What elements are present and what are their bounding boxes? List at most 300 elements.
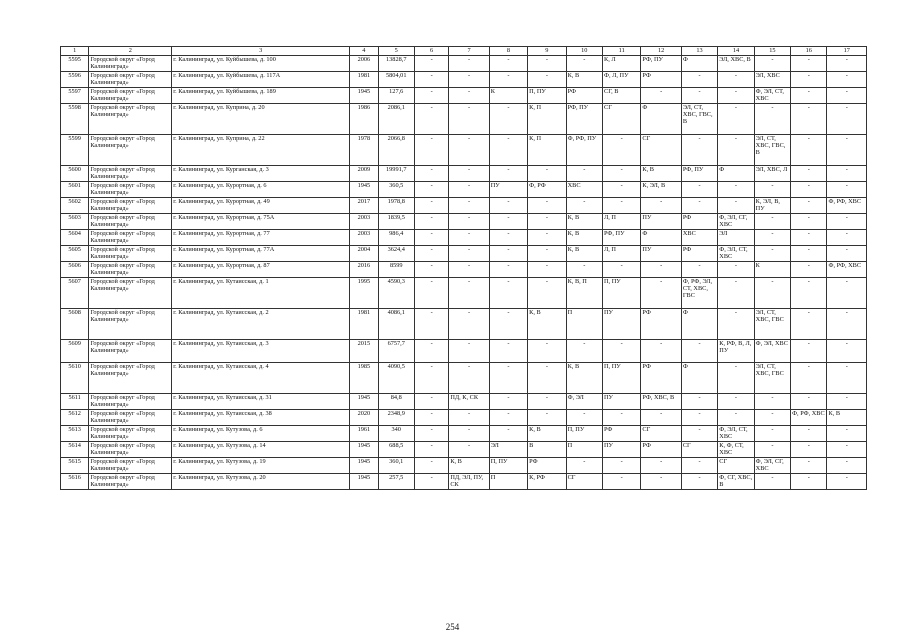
table-cell: 2006	[350, 56, 378, 72]
column-header: 1	[61, 47, 89, 56]
table-cell: Городской округ «Город Калининград»	[89, 56, 172, 72]
table-cell: -	[449, 278, 489, 309]
table-cell: -	[566, 262, 602, 278]
table-cell: 688,5	[378, 442, 414, 458]
table-cell: -	[489, 394, 527, 410]
table-cell: -	[681, 198, 717, 214]
table-cell: -	[791, 363, 827, 394]
table-cell: В	[528, 442, 566, 458]
table-cell: -	[449, 72, 489, 88]
table-row	[61, 363, 867, 394]
table-cell: ЭЛ, СТ, ХВС, ГВС, В	[681, 104, 717, 135]
table-cell: 1839,5	[378, 214, 414, 230]
table-cell: РФ	[681, 246, 717, 262]
table-cell: -	[489, 72, 527, 88]
table-cell: Городской округ «Город Калининград»	[89, 442, 172, 458]
table-row	[61, 426, 867, 442]
table-row	[61, 278, 867, 309]
table-cell: -	[489, 309, 527, 340]
table-cell: П	[566, 442, 602, 458]
table-cell: -	[718, 262, 754, 278]
table-cell: -	[754, 426, 790, 442]
table-cell: 1945	[350, 88, 378, 104]
table-cell: Ф, РФ, ХВС	[827, 198, 867, 214]
table-row	[61, 442, 867, 458]
table-cell: РФ, ПУ	[603, 230, 641, 246]
table-cell: РФ, ХВС, В	[641, 394, 681, 410]
table-cell: -	[681, 182, 717, 198]
table-cell: Городской округ «Город Калининград»	[89, 426, 172, 442]
table-cell: -	[449, 246, 489, 262]
table-cell: 5609	[61, 340, 89, 363]
table-cell: 1985	[350, 363, 378, 394]
table-cell: -	[827, 246, 867, 262]
table-cell: Городской округ «Город Калининград»	[89, 340, 172, 363]
table-cell: -	[681, 426, 717, 442]
table-cell: РФ	[641, 442, 681, 458]
table-cell: -	[754, 56, 790, 72]
table-cell: 2086,1	[378, 104, 414, 135]
table-row	[61, 246, 867, 262]
table-cell: Ф	[681, 56, 717, 72]
table-cell: -	[449, 410, 489, 426]
table-cell: -	[528, 340, 566, 363]
table-cell: Городской округ «Город Калининград»	[89, 214, 172, 230]
table-cell: 8599	[378, 262, 414, 278]
table-cell: -	[449, 214, 489, 230]
register-table-container	[60, 46, 867, 490]
table-cell: -	[528, 166, 566, 182]
table-cell: -	[414, 72, 448, 88]
table-cell: г. Калининград, ул. Кутаисская, д. 3	[172, 340, 350, 363]
table-cell: -	[414, 135, 448, 166]
table-cell: г. Калининград, ул. Кутузова, д. 14	[172, 442, 350, 458]
table-cell: -	[718, 198, 754, 214]
table-cell: ЭЛ, ХВС, Л	[754, 166, 790, 182]
table-row	[61, 182, 867, 198]
table-cell: Ф	[641, 230, 681, 246]
table-row	[61, 214, 867, 230]
table-cell: РФ, ПУ	[566, 104, 602, 135]
table-cell: -	[414, 410, 448, 426]
table-cell: -	[603, 198, 641, 214]
table-cell: -	[791, 426, 827, 442]
table-cell: ПУ	[489, 182, 527, 198]
table-cell: Ф, ЭЛ, СГ, ХВС	[754, 458, 790, 474]
table-cell: П	[489, 474, 527, 490]
table-cell: 1981	[350, 72, 378, 88]
table-cell: -	[718, 182, 754, 198]
table-cell: СГ	[566, 474, 602, 490]
table-header-row	[61, 47, 867, 56]
table-cell: -	[414, 56, 448, 72]
table-cell: Ф	[718, 166, 754, 182]
table-cell: -	[489, 104, 527, 135]
table-cell: 1961	[350, 426, 378, 442]
table-cell: -	[791, 214, 827, 230]
table-cell: РФ	[641, 309, 681, 340]
table-cell: П, ПУ	[489, 458, 527, 474]
table-cell: -	[566, 410, 602, 426]
table-cell: 5603	[61, 214, 89, 230]
table-cell: -	[566, 198, 602, 214]
table-cell: -	[603, 135, 641, 166]
table-cell: Городской округ «Город Калининград»	[89, 182, 172, 198]
table-cell: 19991,7	[378, 166, 414, 182]
table-cell: -	[449, 309, 489, 340]
table-cell: -	[827, 56, 867, 72]
table-cell: 5616	[61, 474, 89, 490]
table-cell: РФ	[681, 214, 717, 230]
table-cell: Ф, ЭЛ, СТ, ХВС	[754, 88, 790, 104]
table-cell: -	[754, 278, 790, 309]
table-cell: ЭЛ, ХВС, В	[718, 56, 754, 72]
table-cell: -	[603, 166, 641, 182]
table-cell: 5600	[61, 166, 89, 182]
table-cell: 1978	[350, 135, 378, 166]
table-cell: -	[827, 442, 867, 458]
table-cell: 3624,4	[378, 246, 414, 262]
table-cell: К, В	[566, 246, 602, 262]
table-cell: -	[414, 474, 448, 490]
table-cell: К, Ф, СТ, ХВС	[718, 442, 754, 458]
table-cell: ЭЛ, СТ, ХВС, ГВС, В	[754, 135, 790, 166]
table-cell: г. Калининград, ул. Куприна, д. 20	[172, 104, 350, 135]
table-cell: -	[681, 72, 717, 88]
table-cell: -	[414, 182, 448, 198]
table-cell: г. Калининград, ул. Кутаисская, д. 4	[172, 363, 350, 394]
table-cell: -	[489, 426, 527, 442]
table-cell: 360,5	[378, 182, 414, 198]
table-cell: -	[414, 394, 448, 410]
table-cell: -	[641, 278, 681, 309]
table-cell: Городской округ «Город Калининград»	[89, 104, 172, 135]
column-header: 2	[89, 47, 172, 56]
table-cell: -	[414, 363, 448, 394]
table-cell: Ф	[681, 363, 717, 394]
table-cell: 2020	[350, 410, 378, 426]
table-cell: -	[489, 166, 527, 182]
table-cell: 2066,8	[378, 135, 414, 166]
table-cell: -	[414, 230, 448, 246]
table-cell: -	[641, 458, 681, 474]
column-header: 4	[350, 47, 378, 56]
column-header: 11	[603, 47, 641, 56]
table-cell: СГ	[603, 104, 641, 135]
table-cell: -	[603, 458, 641, 474]
table-cell: -	[489, 278, 527, 309]
table-cell: -	[414, 214, 448, 230]
table-cell: -	[754, 394, 790, 410]
column-header: 5	[378, 47, 414, 56]
table-cell: РФ	[566, 88, 602, 104]
table-cell: -	[528, 363, 566, 394]
table-cell: -	[414, 458, 448, 474]
table-cell: г. Калининград, ул. Кутаисская, д. 38	[172, 410, 350, 426]
table-cell: г. Калининград, ул. Кутузова, д. 20	[172, 474, 350, 490]
table-cell: -	[791, 246, 827, 262]
table-cell: П, ПУ	[603, 278, 641, 309]
table-cell: -	[489, 230, 527, 246]
table-cell: -	[489, 214, 527, 230]
table-cell: Ф, СГ, ХВС, В	[719, 474, 753, 489]
table-cell: 5607	[61, 278, 89, 309]
table-cell: К, В, П	[566, 278, 602, 309]
table-cell: -	[641, 410, 681, 426]
table-row	[61, 88, 867, 104]
table-cell: 2016	[350, 262, 378, 278]
table-cell: -	[718, 309, 754, 340]
table-cell: Городской округ «Город Калининград»	[89, 198, 172, 214]
table-row	[61, 394, 867, 410]
table-cell: -	[414, 88, 448, 104]
table-cell: -	[827, 363, 867, 394]
table-cell: г. Калининград, ул. Курортная, д. 87	[172, 262, 350, 278]
table-cell: Ф, ЭЛ, СГ, ХВС	[718, 214, 754, 230]
column-header: 13	[681, 47, 717, 56]
table-cell: г. Калининград, ул. Куйбышева, д. 189	[172, 88, 350, 104]
table-cell: К, В	[528, 426, 566, 442]
table-cell: 360,1	[378, 458, 414, 474]
table-cell: 2003	[350, 230, 378, 246]
table-cell: -	[449, 166, 489, 182]
table-cell: -	[791, 394, 827, 410]
table-cell: -	[489, 262, 527, 278]
column-header: 9	[528, 47, 566, 56]
table-cell: 2348,9	[378, 410, 414, 426]
table-cell: -	[791, 166, 827, 182]
table-cell: 84,8	[378, 394, 414, 410]
table-cell: Городской округ «Город Калининград»	[89, 394, 172, 410]
table-cell: -	[681, 135, 717, 166]
table-cell: г. Калининград, ул. Куйбышева, д. 117А	[172, 72, 350, 88]
table-cell: -	[827, 230, 867, 246]
table-cell: Ф, ЭЛ, СТ, ХВС	[718, 246, 754, 262]
table-row	[61, 135, 867, 166]
table-cell: -	[754, 410, 790, 426]
table-cell: ЭЛ, СТ, ХВС, ГВС	[754, 309, 790, 340]
table-cell: Городской округ «Город Калининград»	[89, 166, 172, 182]
table-cell: РФ	[641, 72, 681, 88]
table-cell: -	[603, 410, 641, 426]
table-cell: 5597	[61, 88, 89, 104]
table-cell: -	[827, 214, 867, 230]
table-cell: 5615	[61, 458, 89, 474]
column-header: 17	[827, 47, 867, 56]
table-cell: Ф	[641, 104, 681, 135]
table-cell: -	[641, 198, 681, 214]
table-cell: -	[414, 246, 448, 262]
column-header: 15	[754, 47, 790, 56]
table-cell: СГ	[641, 135, 681, 166]
table-cell: 2003	[350, 214, 378, 230]
table-cell: К, ЭЛ, В	[641, 182, 681, 198]
table-cell: 5606	[61, 262, 89, 278]
table-cell: г. Калининград, ул. Курганская, д. 3	[172, 166, 350, 182]
table-cell: -	[489, 56, 527, 72]
table-cell: -	[528, 56, 566, 72]
table-cell: -	[791, 182, 827, 198]
table-cell: К, В	[827, 410, 867, 426]
table-cell: -	[718, 394, 754, 410]
table-cell: -	[414, 442, 448, 458]
table-cell: Ф, РФ, ХВС	[827, 262, 867, 278]
table-cell: 5596	[61, 72, 89, 88]
table-cell: 2017	[350, 198, 378, 214]
table-row	[61, 72, 867, 88]
table-cell: Л, П	[603, 214, 641, 230]
table-cell: -	[603, 182, 641, 198]
table-cell: ПД, К, СК	[449, 394, 489, 410]
table-cell: -	[414, 278, 448, 309]
table-cell: -	[528, 262, 566, 278]
table-cell: -	[528, 246, 566, 262]
table-row	[61, 309, 867, 340]
table-cell: Ф, Л, ПУ	[603, 72, 641, 88]
table-cell: 5614	[61, 442, 89, 458]
table-cell: -	[414, 104, 448, 135]
table-cell: РФ	[641, 363, 681, 394]
table-cell: 13828,7	[378, 56, 414, 72]
table-cell: -	[827, 474, 867, 490]
table-cell: -	[754, 230, 790, 246]
table-cell: 4090,5	[378, 363, 414, 394]
table-row	[61, 56, 867, 72]
table-cell: 1945	[350, 458, 378, 474]
table-cell: -	[754, 104, 790, 135]
table-cell: -	[827, 340, 867, 363]
table-cell: -	[566, 166, 602, 182]
table-cell: -	[827, 278, 867, 309]
table-cell: -	[528, 394, 566, 410]
table-cell: -	[791, 88, 827, 104]
column-header: 3	[172, 47, 350, 56]
table-cell: ПД, ЭЛ, ПУ, СК	[449, 474, 489, 490]
table-cell: -	[528, 198, 566, 214]
table-cell: -	[791, 104, 827, 135]
table-cell: Городской округ «Город Калининград»	[89, 410, 172, 426]
table-cell: Ф, РФ, ХВС	[791, 410, 827, 426]
table-cell: -	[414, 426, 448, 442]
table-cell: Ф, ЭЛ	[566, 394, 602, 410]
column-header: 8	[489, 47, 527, 56]
table-cell: -	[449, 262, 489, 278]
table-cell: -	[791, 198, 827, 214]
table-cell: Городской округ «Город Калининград»	[89, 135, 172, 166]
table-cell: -	[528, 410, 566, 426]
table-cell: -	[449, 363, 489, 394]
table-cell: К	[754, 262, 790, 278]
table-cell: Городской округ «Город Калининград»	[89, 278, 172, 309]
table-cell: -	[489, 410, 527, 426]
table-cell: -	[641, 88, 681, 104]
table-cell: 1945	[350, 442, 378, 458]
table-cell: СГ	[681, 442, 717, 458]
table-cell: -	[449, 104, 489, 135]
table-cell: -	[791, 135, 827, 166]
table-cell: г. Калининград, ул. Кутаисская, д. 31	[172, 394, 350, 410]
table-cell: -	[718, 72, 754, 88]
column-header: 6	[414, 47, 448, 56]
table-cell: Городской округ «Город Калининград»	[89, 309, 172, 340]
column-header: 7	[449, 47, 489, 56]
table-cell: -	[754, 474, 790, 490]
table-cell: -	[791, 474, 827, 490]
table-cell: РФ, ПУ	[641, 56, 681, 72]
table-cell: ЭЛ, ХВС	[754, 72, 790, 88]
table-cell: 1986	[350, 104, 378, 135]
table-cell: 1945	[350, 394, 378, 410]
table-cell: К, РФ, В, Л, ПУ	[718, 340, 754, 363]
table-cell: -	[449, 135, 489, 166]
table-cell: ЭЛ	[489, 442, 527, 458]
table-cell: г. Калининград, ул. Курортная, д. 49	[172, 198, 350, 214]
table-cell: -	[791, 309, 827, 340]
table-cell: -	[414, 309, 448, 340]
table-cell: -	[791, 340, 827, 363]
table-cell: Городской округ «Город Калининград»	[89, 230, 172, 246]
table-cell: ПУ	[641, 214, 681, 230]
table-cell: -	[718, 363, 754, 394]
table-cell: -	[449, 182, 489, 198]
table-cell: 5610	[61, 363, 89, 394]
table-row	[61, 458, 867, 474]
table-cell: -	[528, 72, 566, 88]
table-cell: -	[681, 410, 717, 426]
column-header: 10	[566, 47, 602, 56]
table-cell: ПУ	[603, 442, 641, 458]
table-cell: -	[681, 340, 717, 363]
table-cell: -	[489, 198, 527, 214]
table-cell: -	[641, 474, 681, 490]
table-cell: -	[754, 182, 790, 198]
table-cell: 5804,01	[378, 72, 414, 88]
column-header: 14	[718, 47, 754, 56]
table-cell: -	[449, 340, 489, 363]
table-cell: г. Калининград, ул. Курортная, д. 77	[172, 230, 350, 246]
table-cell: 5605	[61, 246, 89, 262]
table-cell: ЭЛ	[718, 230, 754, 246]
table-cell: -	[681, 88, 717, 104]
table-cell: г. Калининград, ул. Куйбышева, д. 100	[172, 56, 350, 72]
table-cell: -	[449, 442, 489, 458]
table-cell: -	[827, 458, 867, 474]
table-cell: 2004	[350, 246, 378, 262]
table-cell: -	[827, 309, 867, 340]
table-cell: 4086,1	[378, 309, 414, 340]
table-cell: К, В	[528, 309, 566, 340]
table-cell: 5604	[61, 230, 89, 246]
table-cell: СГ	[641, 426, 681, 442]
table-cell: -	[791, 72, 827, 88]
table-cell: Ф, РФ, ЭЛ, СТ, ХВС, ГВС	[681, 278, 717, 309]
table-cell: -	[449, 88, 489, 104]
table-cell: П	[566, 309, 602, 340]
table-cell: г. Калининград, ул. Курортная, д. 75А	[172, 214, 350, 230]
table-cell: г. Калининград, ул. Кутаисская, д. 2	[172, 309, 350, 340]
table-cell: 5608	[61, 309, 89, 340]
table-cell: -	[528, 278, 566, 309]
table-cell: г. Калининград, ул. Кутаисская, д. 1	[172, 278, 350, 309]
table-cell: 1981	[350, 309, 378, 340]
table-cell: -	[718, 104, 754, 135]
table-cell: К, РФ	[528, 474, 566, 490]
table-cell: -	[449, 56, 489, 72]
table-cell: К	[489, 88, 527, 104]
table-cell: Ф, ЭЛ, ХВС	[754, 340, 790, 363]
table-cell: -	[718, 410, 754, 426]
table-row	[61, 262, 867, 278]
